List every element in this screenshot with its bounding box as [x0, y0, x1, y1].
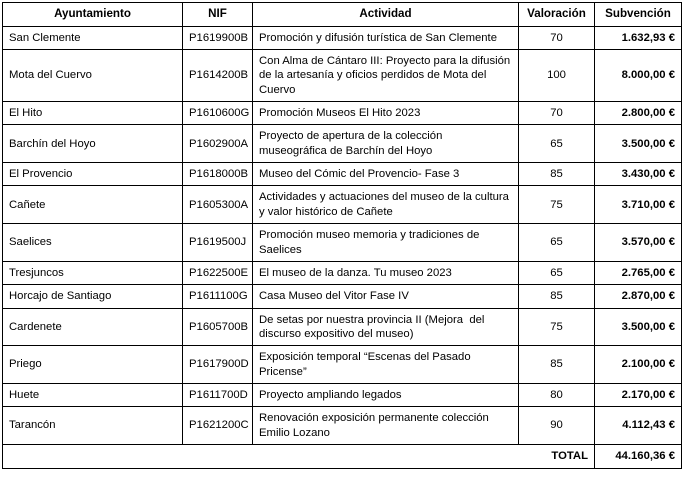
cell-ayuntamiento: Priego [3, 346, 183, 384]
cell-valoracion: 75 [519, 308, 595, 346]
column-header-subvencion: Subvención [595, 3, 682, 27]
cell-ayuntamiento: El Provencio [3, 163, 183, 186]
cell-nif: P1605300A [183, 186, 253, 224]
cell-nif: P1614200B [183, 50, 253, 102]
table-row [3, 125, 682, 163]
cell-nif: P1611700D [183, 383, 253, 406]
table-row [3, 50, 682, 102]
cell-valoracion: 70 [519, 102, 595, 125]
cell-ayuntamiento: San Clemente [3, 26, 183, 49]
cell-actividad: De setas por nuestra provincia II (Mejora del discurso expositivo del museo) [253, 308, 519, 346]
table-row [3, 163, 682, 186]
cell-valoracion: 90 [519, 407, 595, 445]
cell-nif: P1617900D [183, 346, 253, 384]
cell-subvencion: 3.710,00 € [595, 186, 682, 224]
table-row [3, 102, 682, 125]
column-header-nif: NIF [183, 3, 253, 27]
cell-valoracion: 100 [519, 50, 595, 102]
table-footer [3, 444, 682, 468]
cell-actividad: Casa Museo del Vitor Fase IV [253, 285, 519, 308]
table-row [3, 285, 682, 308]
cell-valoracion: 65 [519, 125, 595, 163]
cell-subvencion: 2.870,00 € [595, 285, 682, 308]
cell-subvencion: 2.765,00 € [595, 261, 682, 284]
total-row [3, 444, 682, 468]
cell-ayuntamiento: Barchín del Hoyo [3, 125, 183, 163]
cell-actividad: Proyecto de apertura de la colección museográfica de Barchín del Hoyo [253, 125, 519, 163]
cell-valoracion: 65 [519, 261, 595, 284]
cell-ayuntamiento: Cañete [3, 186, 183, 224]
cell-ayuntamiento: Tarancón [3, 407, 183, 445]
cell-actividad: Promoción y difusión turística de San Clemente [253, 26, 519, 49]
cell-actividad: Renovación exposición permanente colección Emilio Lozano [253, 407, 519, 445]
table-row [3, 186, 682, 224]
total-value: 44.160,36 € [595, 444, 682, 468]
cell-ayuntamiento: El Hito [3, 102, 183, 125]
cell-valoracion: 85 [519, 346, 595, 384]
grants-table-container [2, 2, 681, 469]
column-header-actividad: Actividad [253, 3, 519, 27]
cell-actividad: Exposición temporal “Escenas del Pasado Pricense” [253, 346, 519, 384]
cell-subvencion: 4.112,43 € [595, 407, 682, 445]
cell-subvencion: 3.570,00 € [595, 224, 682, 262]
table-row [3, 383, 682, 406]
cell-ayuntamiento: Horcajo de Santiago [3, 285, 183, 308]
cell-ayuntamiento: Saelices [3, 224, 183, 262]
cell-actividad: Actividades y actuaciones del museo de la cultura y valor histórico de Cañete [253, 186, 519, 224]
table-row [3, 308, 682, 346]
cell-nif: P1619500J [183, 224, 253, 262]
column-header-valoracion: Valoración [519, 3, 595, 27]
table-row [3, 26, 682, 49]
table-row [3, 407, 682, 445]
cell-actividad: Promoción Museos El Hito 2023 [253, 102, 519, 125]
cell-nif: P1619900B [183, 26, 253, 49]
cell-ayuntamiento: Tresjuncos [3, 261, 183, 284]
cell-actividad: Museo del Cómic del Provencio- Fase 3 [253, 163, 519, 186]
cell-actividad: Proyecto ampliando legados [253, 383, 519, 406]
cell-valoracion: 85 [519, 163, 595, 186]
cell-subvencion: 3.500,00 € [595, 125, 682, 163]
cell-nif: P1622500E [183, 261, 253, 284]
table-row [3, 224, 682, 262]
cell-subvencion: 3.430,00 € [595, 163, 682, 186]
table-header [3, 3, 682, 27]
total-label: TOTAL [3, 444, 595, 468]
table-body [3, 26, 682, 444]
cell-actividad: Con Alma de Cántaro III: Proyecto para la difusión de la artesanía y oficios perdidos de Mota del Cuervo [253, 50, 519, 102]
cell-ayuntamiento: Cardenete [3, 308, 183, 346]
cell-nif: P1621200C [183, 407, 253, 445]
cell-subvencion: 2.170,00 € [595, 383, 682, 406]
table-row [3, 261, 682, 284]
cell-subvencion: 2.100,00 € [595, 346, 682, 384]
cell-valoracion: 85 [519, 285, 595, 308]
table-row [3, 346, 682, 384]
cell-actividad: Promoción museo memoria y tradiciones de Saelices [253, 224, 519, 262]
cell-ayuntamiento: Huete [3, 383, 183, 406]
cell-nif: P1602900A [183, 125, 253, 163]
table-header-row [3, 3, 682, 27]
cell-subvencion: 8.000,00 € [595, 50, 682, 102]
cell-valoracion: 70 [519, 26, 595, 49]
cell-subvencion: 1.632,93 € [595, 26, 682, 49]
grants-table [2, 2, 682, 469]
cell-valoracion: 80 [519, 383, 595, 406]
cell-actividad: El museo de la danza. Tu museo 2023 [253, 261, 519, 284]
cell-nif: P1611100G [183, 285, 253, 308]
cell-nif: P1605700B [183, 308, 253, 346]
cell-ayuntamiento: Mota del Cuervo [3, 50, 183, 102]
cell-valoracion: 75 [519, 186, 595, 224]
cell-valoracion: 65 [519, 224, 595, 262]
cell-subvencion: 3.500,00 € [595, 308, 682, 346]
column-header-ayuntamiento: Ayuntamiento [3, 3, 183, 27]
cell-subvencion: 2.800,00 € [595, 102, 682, 125]
cell-nif: P1618000B [183, 163, 253, 186]
cell-nif: P1610600G [183, 102, 253, 125]
